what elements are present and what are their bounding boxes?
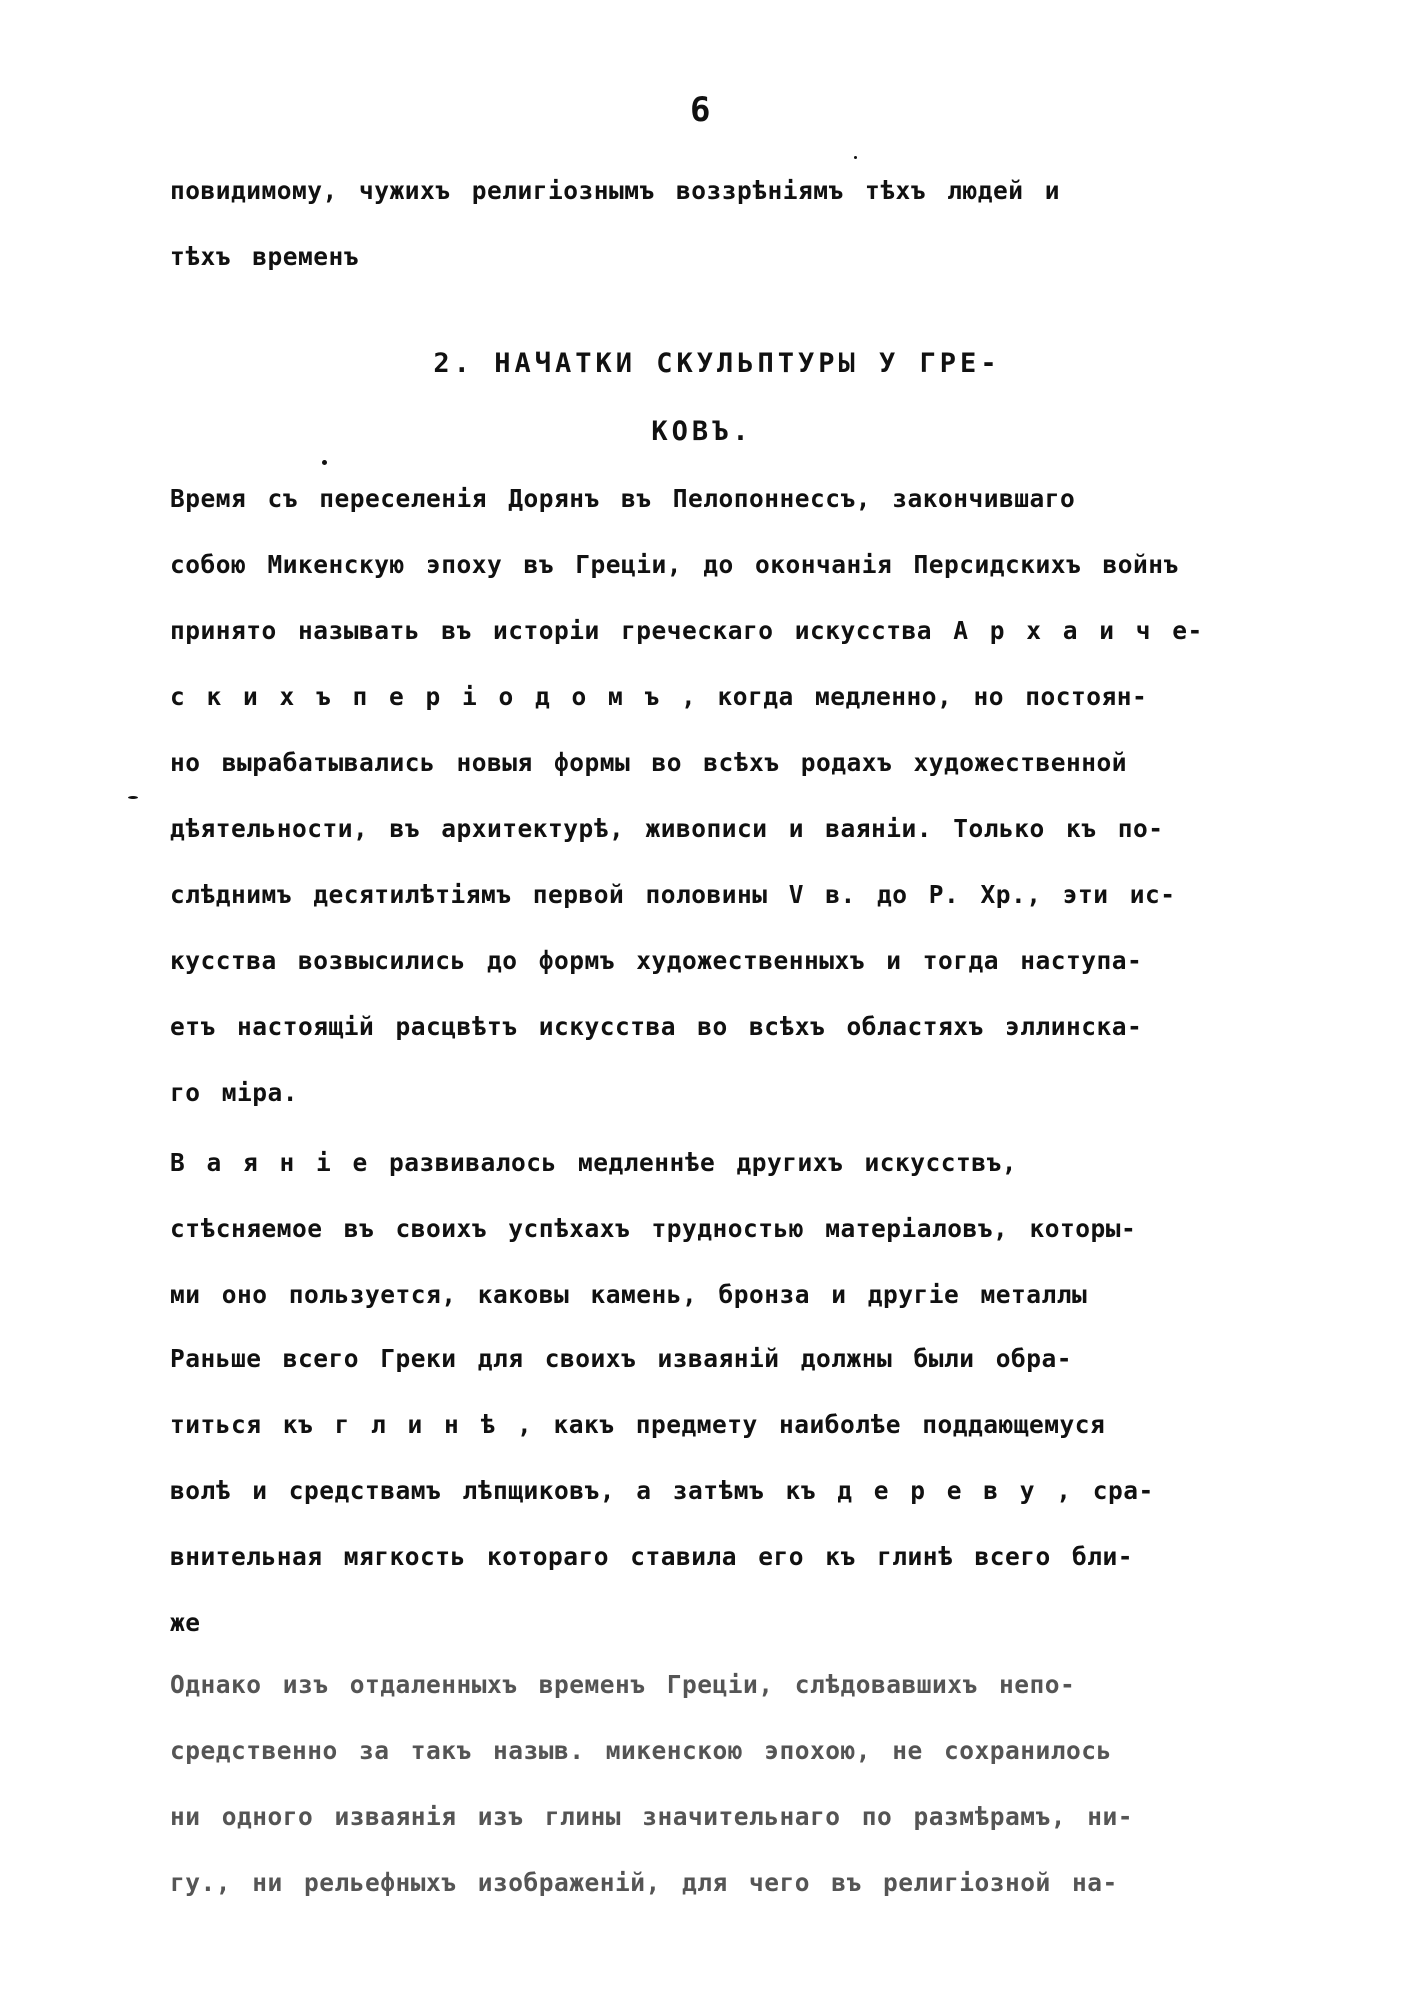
paragraph-line: волѣ и средствамъ лѣпщиковъ, а затѣмъ къ д е р е в у , сра- <box>170 1476 1154 1505</box>
paragraph-line: Время съ переселенія Дорянъ въ Пелопоннессъ, закончившаго <box>170 484 1076 513</box>
paragraph-line: ми оно пользуется, каковы камень, бронза и другіе металлы <box>170 1280 1088 1309</box>
ink-speck <box>322 460 327 465</box>
paragraph-line: титься къ г л и н ѣ , какъ предмету наиболѣе поддающемуся <box>170 1410 1106 1439</box>
paragraph-line: собою Микенскую эпоху въ Греціи, до окончанія Персидскихъ войнъ <box>170 550 1179 579</box>
paragraph-line: слѣднимъ десятилѣтіямъ первой половины V в. до Р. Хр., эти ис- <box>170 880 1176 909</box>
paragraph-sculpture-development <box>170 1130 1280 1328</box>
heading-line: КОВЪ. <box>651 416 753 447</box>
paragraph-line: средственно за такъ назыв. микенскою эпохою, не сохранилось <box>170 1736 1112 1765</box>
intro-line: повидимому, чужихъ религіознымъ воззрѣніямъ тѣхъ людей и <box>170 176 1061 205</box>
heading-line: 2. НАЧАТКИ СКУЛЬПТУРЫ У ГРЕ- <box>433 348 1001 379</box>
paragraph-line: В а я н і е развивалось медленнѣе другихъ искусствъ, <box>170 1148 1018 1177</box>
paragraph-line: Однако изъ отдаленныхъ временъ Греціи, слѣдовавшихъ непо- <box>170 1670 1076 1699</box>
paragraph-archaic-period <box>170 466 1280 1126</box>
paragraph-line: гу., ни рельефныхъ изображеній, для чего въ религіозной на- <box>170 1868 1118 1897</box>
paragraph-line: кусства возвысились до формъ художественныхъ и тогда наступа- <box>170 946 1143 975</box>
paragraph-line: го міра. <box>170 1078 299 1107</box>
paragraph-clay-and-wood <box>170 1326 1280 1656</box>
intro-line: тѣхъ временъ <box>170 242 360 271</box>
ink-speck <box>854 156 857 159</box>
paragraph-line: с к и х ъ п е р і о д о м ъ , когда медленно, но постоян- <box>170 682 1148 711</box>
paragraph-no-surviving-works <box>170 1652 1280 1916</box>
paragraph-line: дѣятельности, въ архитектурѣ, живописи и ваяніи. Только къ по- <box>170 814 1164 843</box>
page-number: 6 <box>690 90 711 130</box>
paragraph-line: принято называть въ исторіи греческаго искусства А р х а и ч е- <box>170 616 1203 645</box>
section-heading <box>0 330 1404 466</box>
paragraph-line: же <box>170 1608 201 1637</box>
ink-speck <box>128 796 138 799</box>
paragraph-line: внительная мягкость котораго ставила его къ глинѣ всего бли- <box>170 1542 1134 1571</box>
paragraph-line: стѣсняемое въ своихъ успѣхахъ трудностью матеріаловъ, которы- <box>170 1214 1137 1243</box>
paragraph-line: етъ настоящій расцвѣтъ искусства во всѣхъ областяхъ эллинска- <box>170 1012 1143 1041</box>
paragraph-line: Раньше всего Греки для своихъ изваяній должны были обра- <box>170 1344 1073 1373</box>
paragraph-line: но вырабатывались новыя формы во всѣхъ родахъ художественной <box>170 748 1128 777</box>
intro-text <box>170 158 1280 290</box>
paragraph-line: ни одного изваянія изъ глины значительнаго по размѣрамъ, ни- <box>170 1802 1134 1831</box>
